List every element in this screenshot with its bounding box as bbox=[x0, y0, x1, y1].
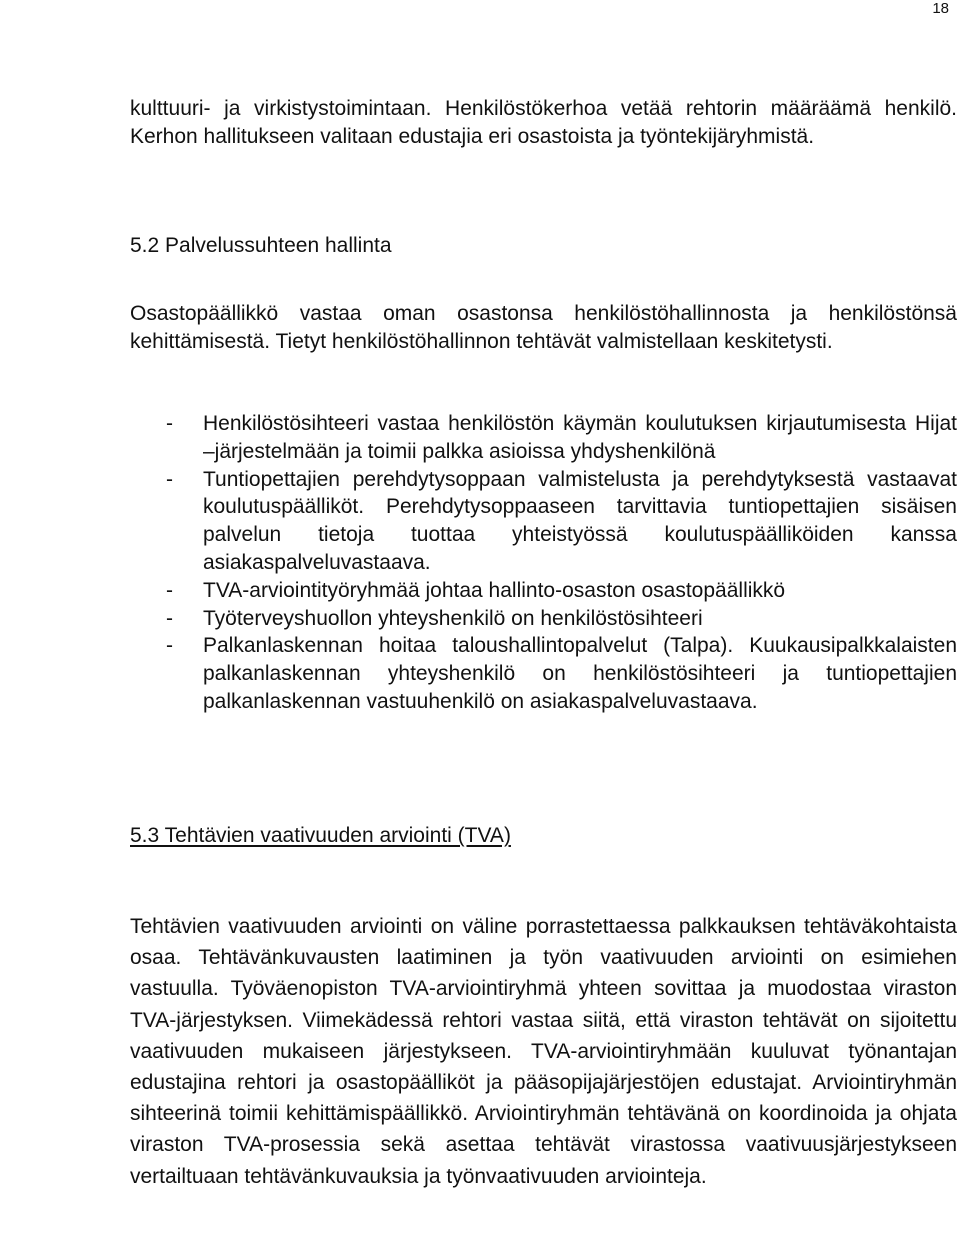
list-dash: - bbox=[166, 467, 173, 491]
section-5-2-paragraph: Osastopäällikkö vastaa oman osastonsa henkilöstöhallinnosta ja henkilöstönsä kehittämisestä. Tietyt henkilöstöhallinnon tehtävät valmistellaan keskitetysti. bbox=[130, 302, 957, 353]
list-dash: - bbox=[166, 634, 173, 658]
list-item-text: Työterveyshuollon yhteyshenkilö on henkilöstösihteeri bbox=[203, 606, 703, 630]
list-item-text: Palkanlaskennan hoitaa taloushallintopalvelut (Talpa). Kuukausipalkkalaisten palkanlaskennan yhteyshenkilö on henkilöstösihteeri ja tuntiopettajien palkanlaskennan vastuuhenkilö on asiakaspalveluvastaava. bbox=[203, 634, 957, 713]
list-item bbox=[130, 632, 957, 715]
list-item-text: TVA-arviointityöryhmää johtaa hallinto-osaston osastopäällikkö bbox=[203, 578, 786, 602]
list-dash: - bbox=[166, 606, 173, 630]
section-heading-5-3: 5.3 Tehtävien vaativuuden arviointi (TVA) bbox=[130, 824, 511, 847]
responsibility-list bbox=[130, 410, 957, 716]
page-number: 18 bbox=[932, 0, 949, 17]
list-item-text: Tuntiopettajien perehdytysoppaan valmistelusta ja perehdytyksestä vastaavat koulutuspäälliköt. Perehdytysoppaaseen tarvittavia tuntiopettajien sisäisen palvelun tietoja tuottaa yhteistyössä koulutuspäälliköiden kanssa asiakaspalveluvastaava. bbox=[203, 467, 957, 574]
list-dash: - bbox=[166, 412, 173, 435]
list-item bbox=[130, 410, 957, 466]
list-item bbox=[130, 577, 957, 605]
list-item bbox=[130, 466, 957, 577]
intro-paragraph: kulttuuri- ja virkistystoimintaan. Henkilöstökerhoa vetää rehtorin määräämä henkilö. Kerhon hallitukseen valitaan edustajia eri osastoista ja työntekijäryhmistä. bbox=[130, 97, 957, 148]
section-5-3-paragraph: Tehtävien vaativuuden arviointi on väline porrastettaessa palkkauksen tehtäväkohtaista osaa. Tehtävänkuvausten laatiminen ja työn vaativuuden arviointi on esimiehen vastuulla. Työväenopiston TVA-arviointiryhmä yhteen sovittaa ja muodostaa viraston TVA-järjestyksen. Viimekädessä rehtori vastaa siitä, että viraston tehtävät on sijoitettu vaativuuden mukaiseen järjestykseen. TVA-arviointiryhmään kuuluvat työnantajan edustajina rehtori ja osastopäälliköt ja pääsopijajärjestöjen edustajat. Arviointiryhmän sihteerinä toimii kehittämispäällikkö. Arviointiryhmän tehtävänä on koordinoida ja ohjata viraston TVA-prosessia sekä asettaa tehtävät virastossa vaativuusjärjestykseen vertailtuaan tehtävänkuvauksia ja työnvaativuuden arviointeja. bbox=[130, 915, 957, 1188]
section-heading-5-2: 5.2 Palvelussuhteen hallinta bbox=[130, 234, 392, 257]
list-item-text: Henkilöstösihteeri vastaa henkilöstön käymän koulutuksen kirjautumisesta Hijat –järjestelmään ja toimii palkka asioissa yhdyshenkilönä bbox=[203, 412, 957, 463]
list-dash: - bbox=[166, 578, 173, 602]
list-item bbox=[130, 605, 957, 633]
